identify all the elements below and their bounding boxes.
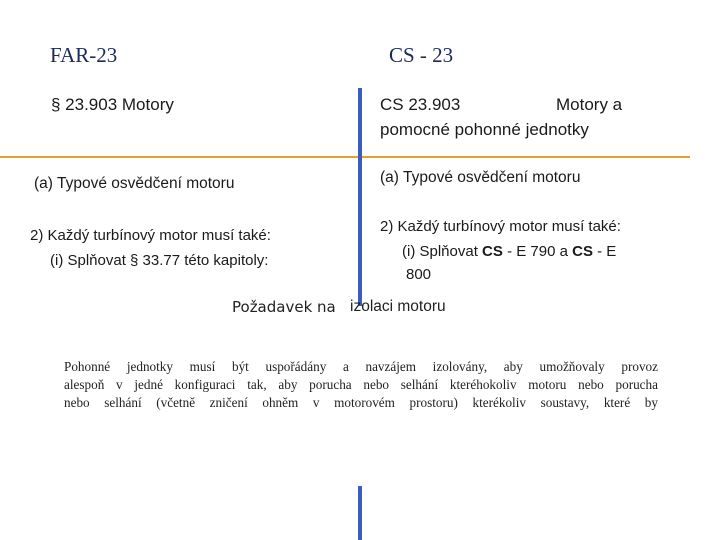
vertical-divider-upper [358, 88, 362, 306]
left-item-a: (a) Typové osvědčení motoru [34, 175, 235, 192]
left-item-2i: (i) Splňovat § 33.77 této kapitoly: [50, 252, 269, 269]
vertical-divider-lower [358, 486, 362, 540]
left-section-title: § 23.903 Motory [51, 95, 174, 114]
right-item-2i-suffix: - E [597, 243, 617, 260]
right-section-title-line1: Motory a [556, 95, 623, 114]
horizontal-divider [0, 156, 690, 158]
right-section-title-line2: pomocné pohonné jednotky [380, 120, 589, 139]
right-item-2: 2) Každý turbínový motor musí také: [380, 218, 621, 235]
right-item-2i-cs-second: CS [572, 243, 593, 260]
right-item-2i-prefix: (i) Splňovat [402, 243, 478, 260]
right-item-2i [402, 243, 616, 260]
paragraph-line-3: nebo selhání (včetně zničení ohněm v motorovém prostoru) kterékoliv soustavy, které by [64, 395, 658, 410]
right-column-header: CS - 23 [389, 43, 454, 67]
right-item-a: (a) Typové osvědčení motoru [380, 169, 581, 186]
left-column-header: FAR-23 [50, 43, 118, 67]
left-item-2: 2) Každý turbínový motor musí také: [30, 227, 271, 244]
right-section-number: CS 23.903 [380, 95, 461, 114]
requirement-heading-prefix: Požadavek na [232, 298, 336, 316]
right-item-2i-line2: 800 [406, 266, 432, 283]
right-item-2i-middle: - E 790 a [507, 243, 568, 260]
requirement-paragraph [64, 358, 658, 412]
right-item-2i-cs-first: CS [482, 243, 503, 260]
requirement-heading-suffix: izolaci motoru [350, 298, 446, 315]
paragraph-line-1: Pohonné jednotky musí být uspořádány a navzájem izolovány, aby umožňovaly provoz [64, 359, 658, 374]
paragraph-line-2: alespoň v jedné konfiguraci tak, aby porucha nebo selhání kteréhokoliv motoru nebo porucha [64, 377, 658, 392]
